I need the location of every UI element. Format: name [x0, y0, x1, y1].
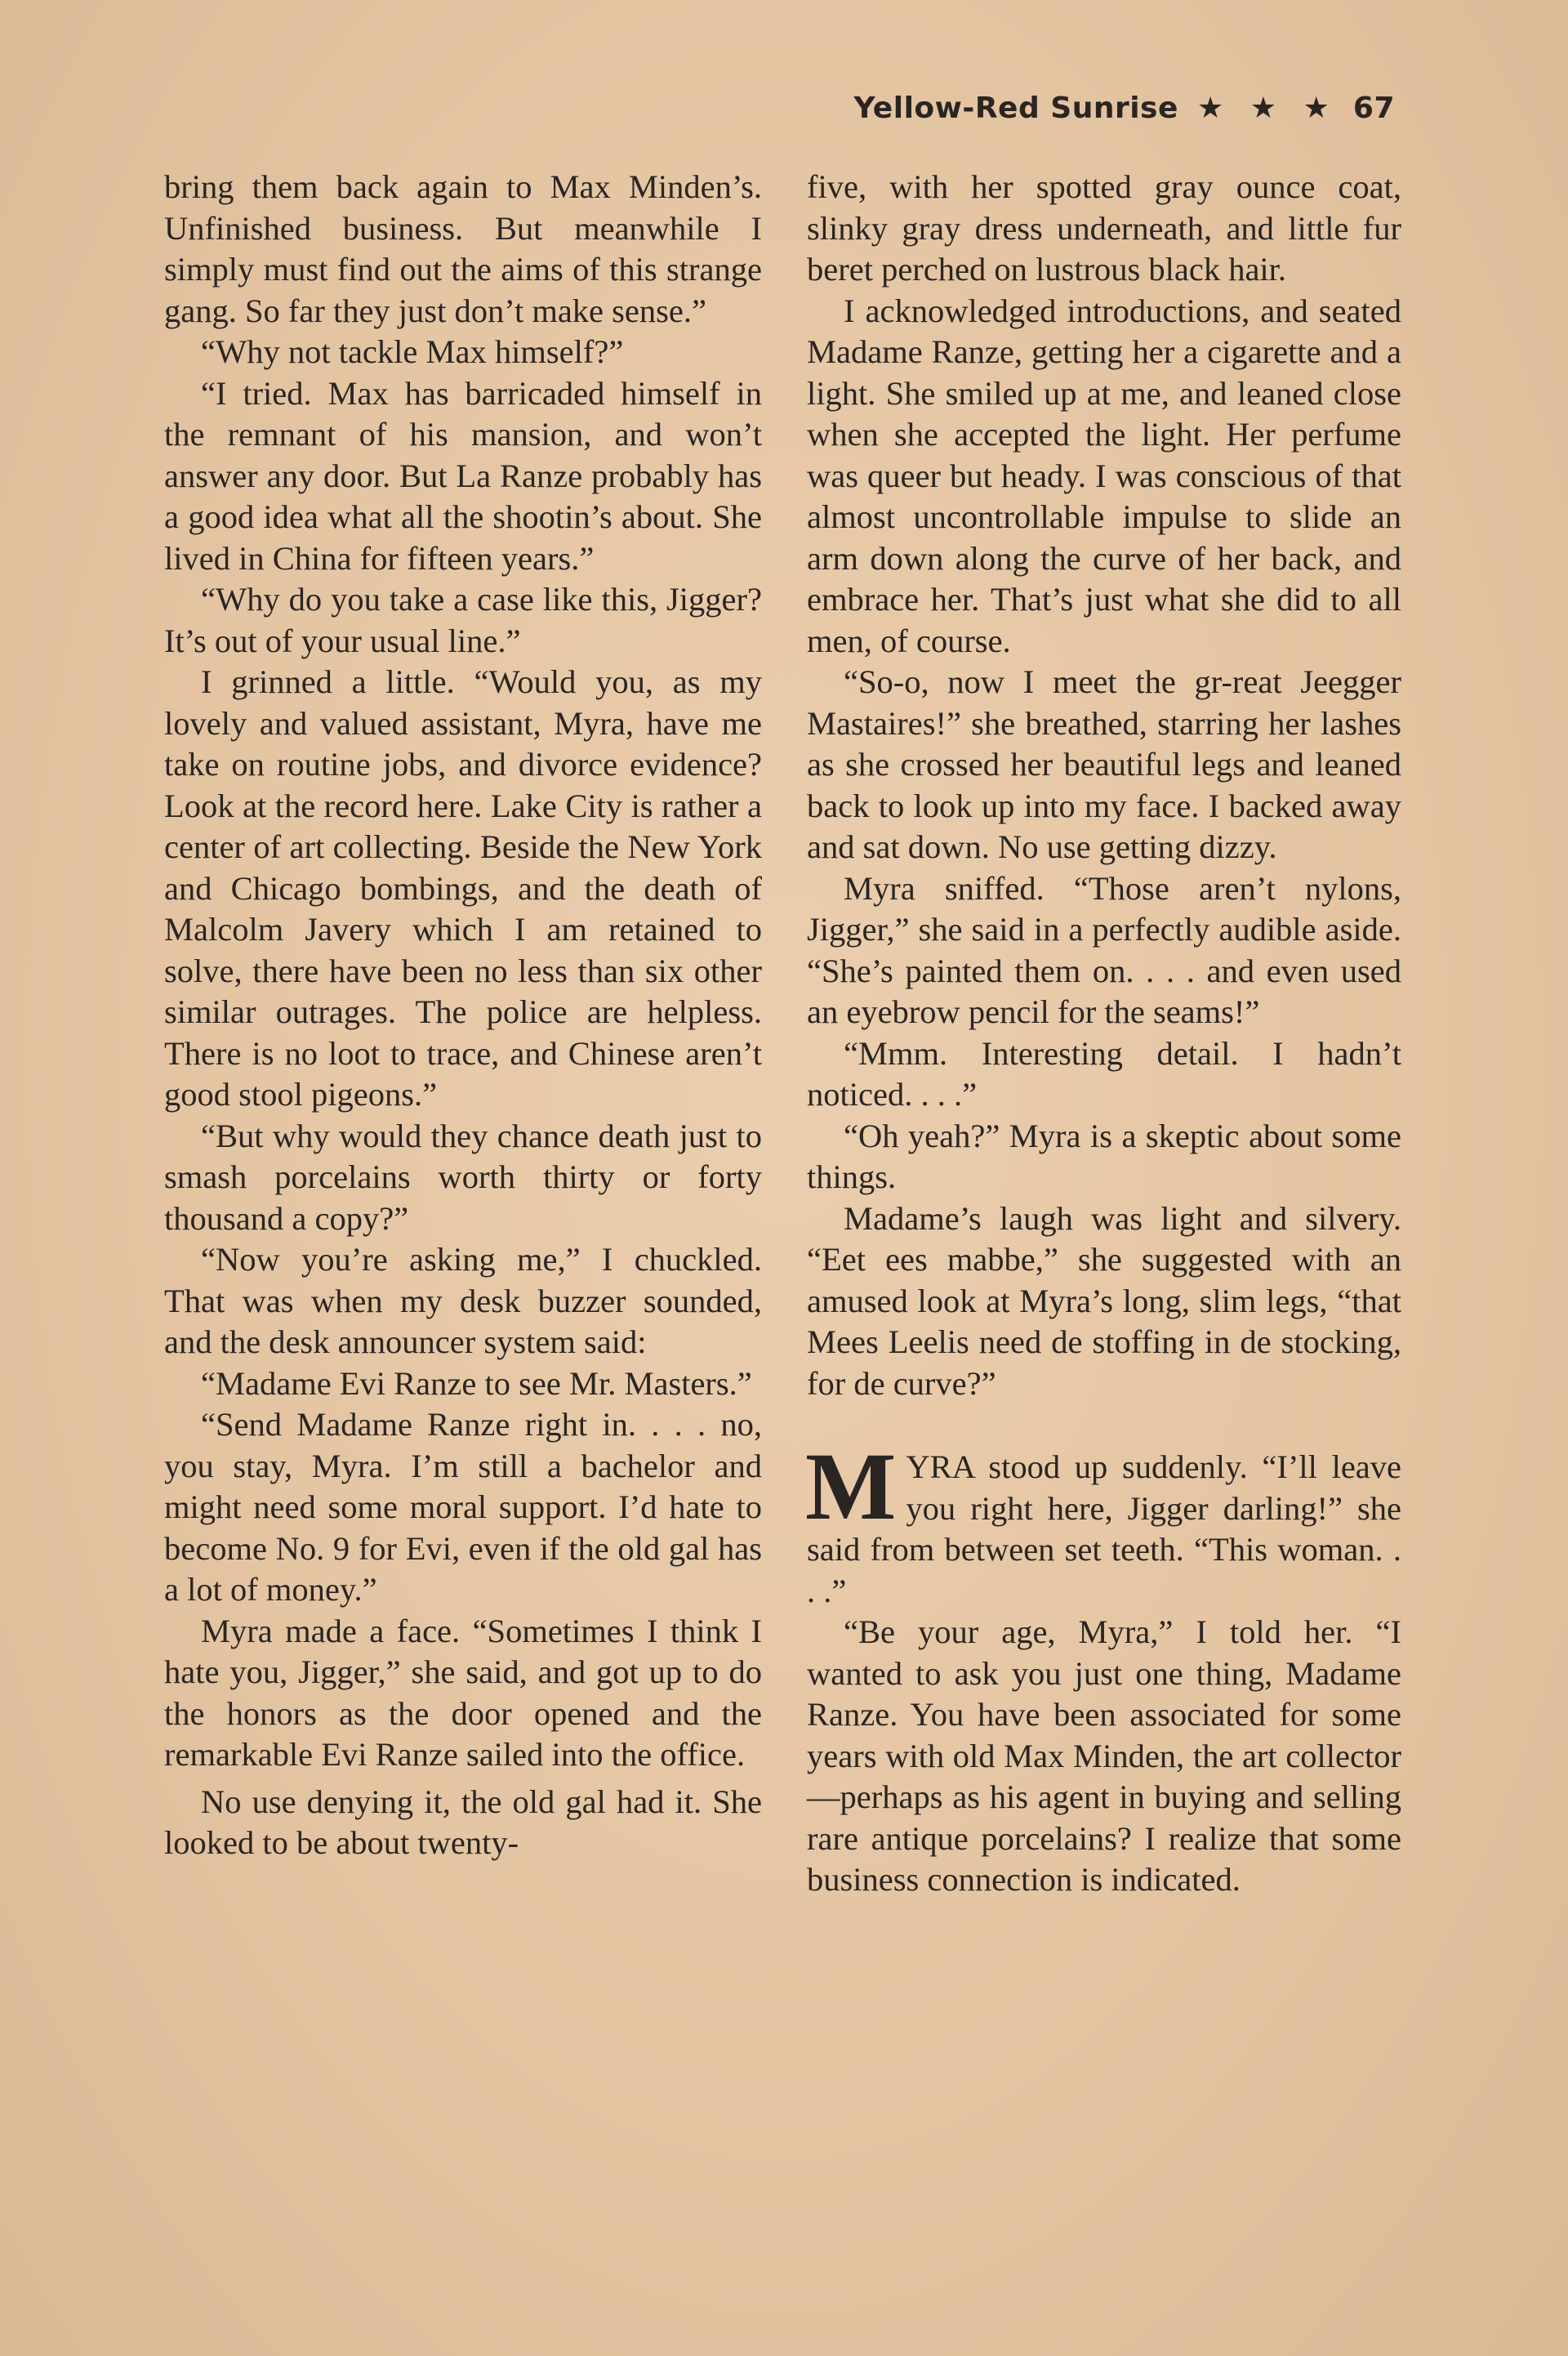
running-head: [854, 91, 1395, 125]
page-number: 67: [1352, 91, 1395, 125]
paragraph: “Mmm. Interesting detail. I hadn’t noticed. . . .”: [807, 1034, 1401, 1113]
star-ornaments: ★ ★ ★: [1196, 91, 1338, 125]
right-column: [807, 167, 1401, 1901]
paragraph: “Now you’re asking me,” I chuckled. That was when my desk buzzer sounded, and the desk announcer system said:: [164, 1241, 762, 1360]
story-title: Yellow-Red Sunrise: [853, 91, 1178, 125]
paragraph: five, with her spotted gray ounce coat, slinky gray dress underneath, and little fur beret perched on lustrous black hair.: [807, 168, 1401, 288]
left-column: [164, 167, 762, 1864]
section-break: [807, 1404, 1401, 1447]
paragraph: “I tried. Max has barricaded himself in the remnant of his mansion, and won’t answer any door. But La Ranze probably has a good idea what all the shootin’s about. She lived in China for fifteen years.”: [164, 374, 762, 577]
paragraph: “So-o, now I meet the gr-reat Jeegger Mastaires!” she breathed, starring her lashes as she crossed her beautiful legs and leaned back to look up into my face. I backed away and sat down. No use getting dizzy.: [807, 663, 1401, 865]
paragraph: Myra made a face. “Sometimes I think I hate you, Jigger,” she said, and got up to do the honors as the door opened and the remarkable Evi Ranze sailed into the office.: [164, 1612, 762, 1773]
paragraph: “Madame Evi Ranze to see Mr. Masters.”: [201, 1364, 752, 1402]
paragraph: I acknowledged introductions, and seated Madame Ranze, getting her a cigarette and a light. She smiled up at me, and leaned close when she accepted the light. Her perfume was queer but heady. I was conscious of that almost uncontrollable impulse to slide an arm down along the curve of her back, and embrace her. That’s just what she did to all men, of course.: [807, 292, 1401, 659]
paragraph: Myra sniffed. “Those aren’t nylons, Jigger,” she said in a perfectly audible aside. “She’s painted them on. . . . and even used an eyebrow pencil for the seams!”: [807, 869, 1401, 1030]
paragraph: “Oh yeah?” Myra is a skeptic about some things.: [807, 1117, 1401, 1195]
paragraph: No use denying it, the old gal had it. She looked to be about twenty-: [164, 1783, 762, 1861]
paragraph: “Why not tackle Max himself?”: [201, 333, 624, 370]
paragraph-text: YRA stood up suddenly. “I’ll leave you right here, Jigger darling!” she said from between set teeth. “This woman. . . .”: [807, 1448, 1401, 1609]
paragraph: Madame’s laugh was light and silvery. “Eet ees mabbe,” she suggested with an amused look at Myra’s long, slim legs, “that Mees Leelis need de stoffing in de stocking, for de curve?”: [807, 1199, 1401, 1402]
paragraph: “Send Madame Ranze right in. . . . no, you stay, Myra. I’m still a bachelor and might need some moral support. I’d hate to become No. 9 for Evi, even if the old gal has a lot of money.”: [164, 1406, 762, 1608]
paragraph: bring them back again to Max Minden’s. Unfinished business. But meanwhile I simply must find out the aims of this strange gang. So far they just don’t make sense.”: [164, 168, 762, 329]
paragraph: “Why do you take a case like this, Jigger? It’s out of your usual line.”: [164, 581, 762, 659]
paragraph-with-drop-cap: [805, 1433, 1401, 1612]
drop-cap: M: [805, 1433, 897, 1540]
paragraph: “Be your age, Myra,” I told her. “I wanted to ask you just one thing, Madame Ranze. You have been associated for some years with old Max Minden, the art collector—perhaps as his agent in buying and selling rare antique porcelains? I realize that some business connection is indicated.: [807, 1613, 1401, 1898]
paragraph: I grinned a little. “Would you, as my lovely and valued assistant, Myra, have me take on routine jobs, and divorce evidence? Look at the record here. Lake City is rather a center of art collecting. Beside the New York and Chicago bombings, and the death of Malcolm Javery which I am retained to solve, there have been no less than six other similar outrages. The police are helpless. There is no loot to trace, and Chinese aren’t good stool pigeons.”: [164, 663, 762, 1113]
paragraph: “But why would they chance death just to smash porcelains worth thirty or forty thousand a copy?”: [164, 1117, 762, 1237]
